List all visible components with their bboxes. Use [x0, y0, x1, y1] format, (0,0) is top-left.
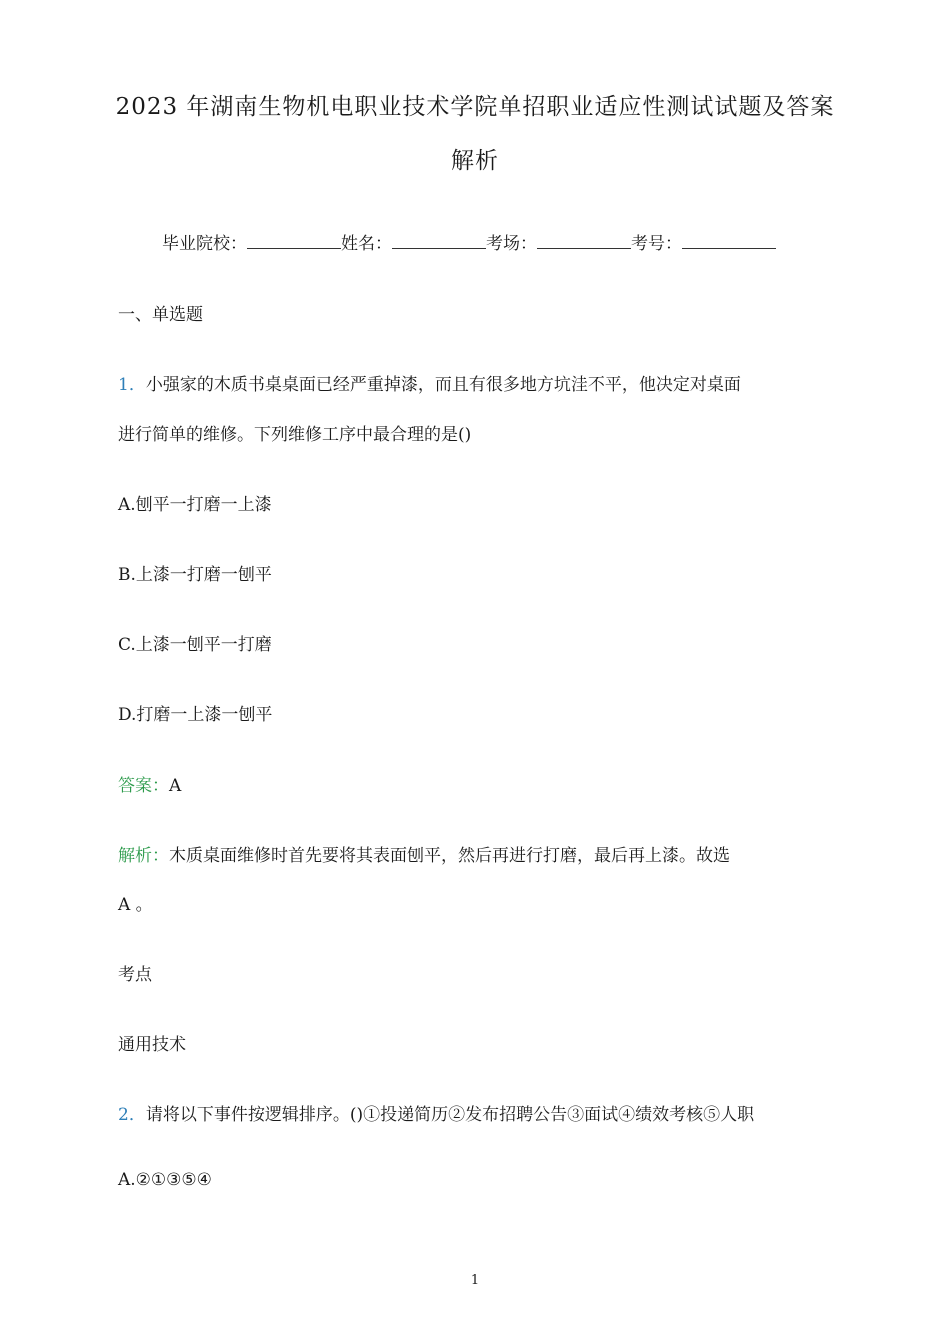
question-1-option-c: C.上漆一刨平一打磨: [118, 635, 272, 655]
question-1-line-2: 进行简单的维修。下列维修工序中最合理的是(): [118, 425, 472, 445]
question-2-line-1: [118, 1100, 754, 1125]
section-heading: 一、单选题: [118, 305, 203, 325]
question-1-analysis-line-2: A 。: [118, 895, 153, 915]
document-title-line-1: 2023 年湖南生物机电职业技术学院单招职业适应性测试试题及答案: [115, 94, 835, 120]
name-label: 姓名：: [341, 234, 392, 254]
exam-id-blank: [682, 232, 776, 249]
kaodian-label: 考点: [118, 965, 152, 985]
kaodian-value: 通用技术: [118, 1035, 186, 1055]
document-title-line-2: 解析: [451, 148, 499, 174]
question-1-text-1: 小强家的木质书桌桌面已经严重掉漆，而且有很多地方坑洼不平，他决定对桌面: [145, 375, 741, 395]
question-2-option-a: A.②①③⑤④: [118, 1170, 212, 1190]
question-2-number: 2．: [118, 1105, 146, 1125]
exam-id-label: 考号：: [631, 234, 682, 254]
school-blank: [247, 232, 341, 249]
answer-label: 答案：: [118, 776, 169, 796]
question-1-answer: [118, 771, 181, 796]
exam-room-label: 考场：: [486, 234, 537, 254]
question-1-option-a: A.刨平一打磨一上漆: [118, 495, 272, 515]
question-1-option-d: D.打磨一上漆一刨平: [118, 705, 273, 725]
candidate-info-row: [162, 229, 776, 254]
school-label: 毕业院校：: [162, 234, 247, 254]
name-blank: [392, 232, 486, 249]
exam-room-blank: [537, 232, 631, 249]
analysis-text-1: 木质桌面维修时首先要将其表面刨平，然后再进行打磨，最后再上漆。故选: [169, 846, 730, 866]
question-1-line-1: [118, 370, 741, 395]
analysis-label: 解析：: [118, 846, 169, 866]
question-2-text: 请将以下事件按逻辑排序。()①投递简历②发布招聘公告③面试④绩效考核⑤人职: [145, 1105, 755, 1125]
question-1-option-b: B.上漆一打磨一刨平: [118, 565, 272, 585]
question-1-number: 1．: [118, 375, 146, 395]
answer-value: A: [169, 776, 182, 796]
question-1-analysis-line-1: [118, 841, 730, 866]
page-number: 1: [470, 1273, 480, 1288]
